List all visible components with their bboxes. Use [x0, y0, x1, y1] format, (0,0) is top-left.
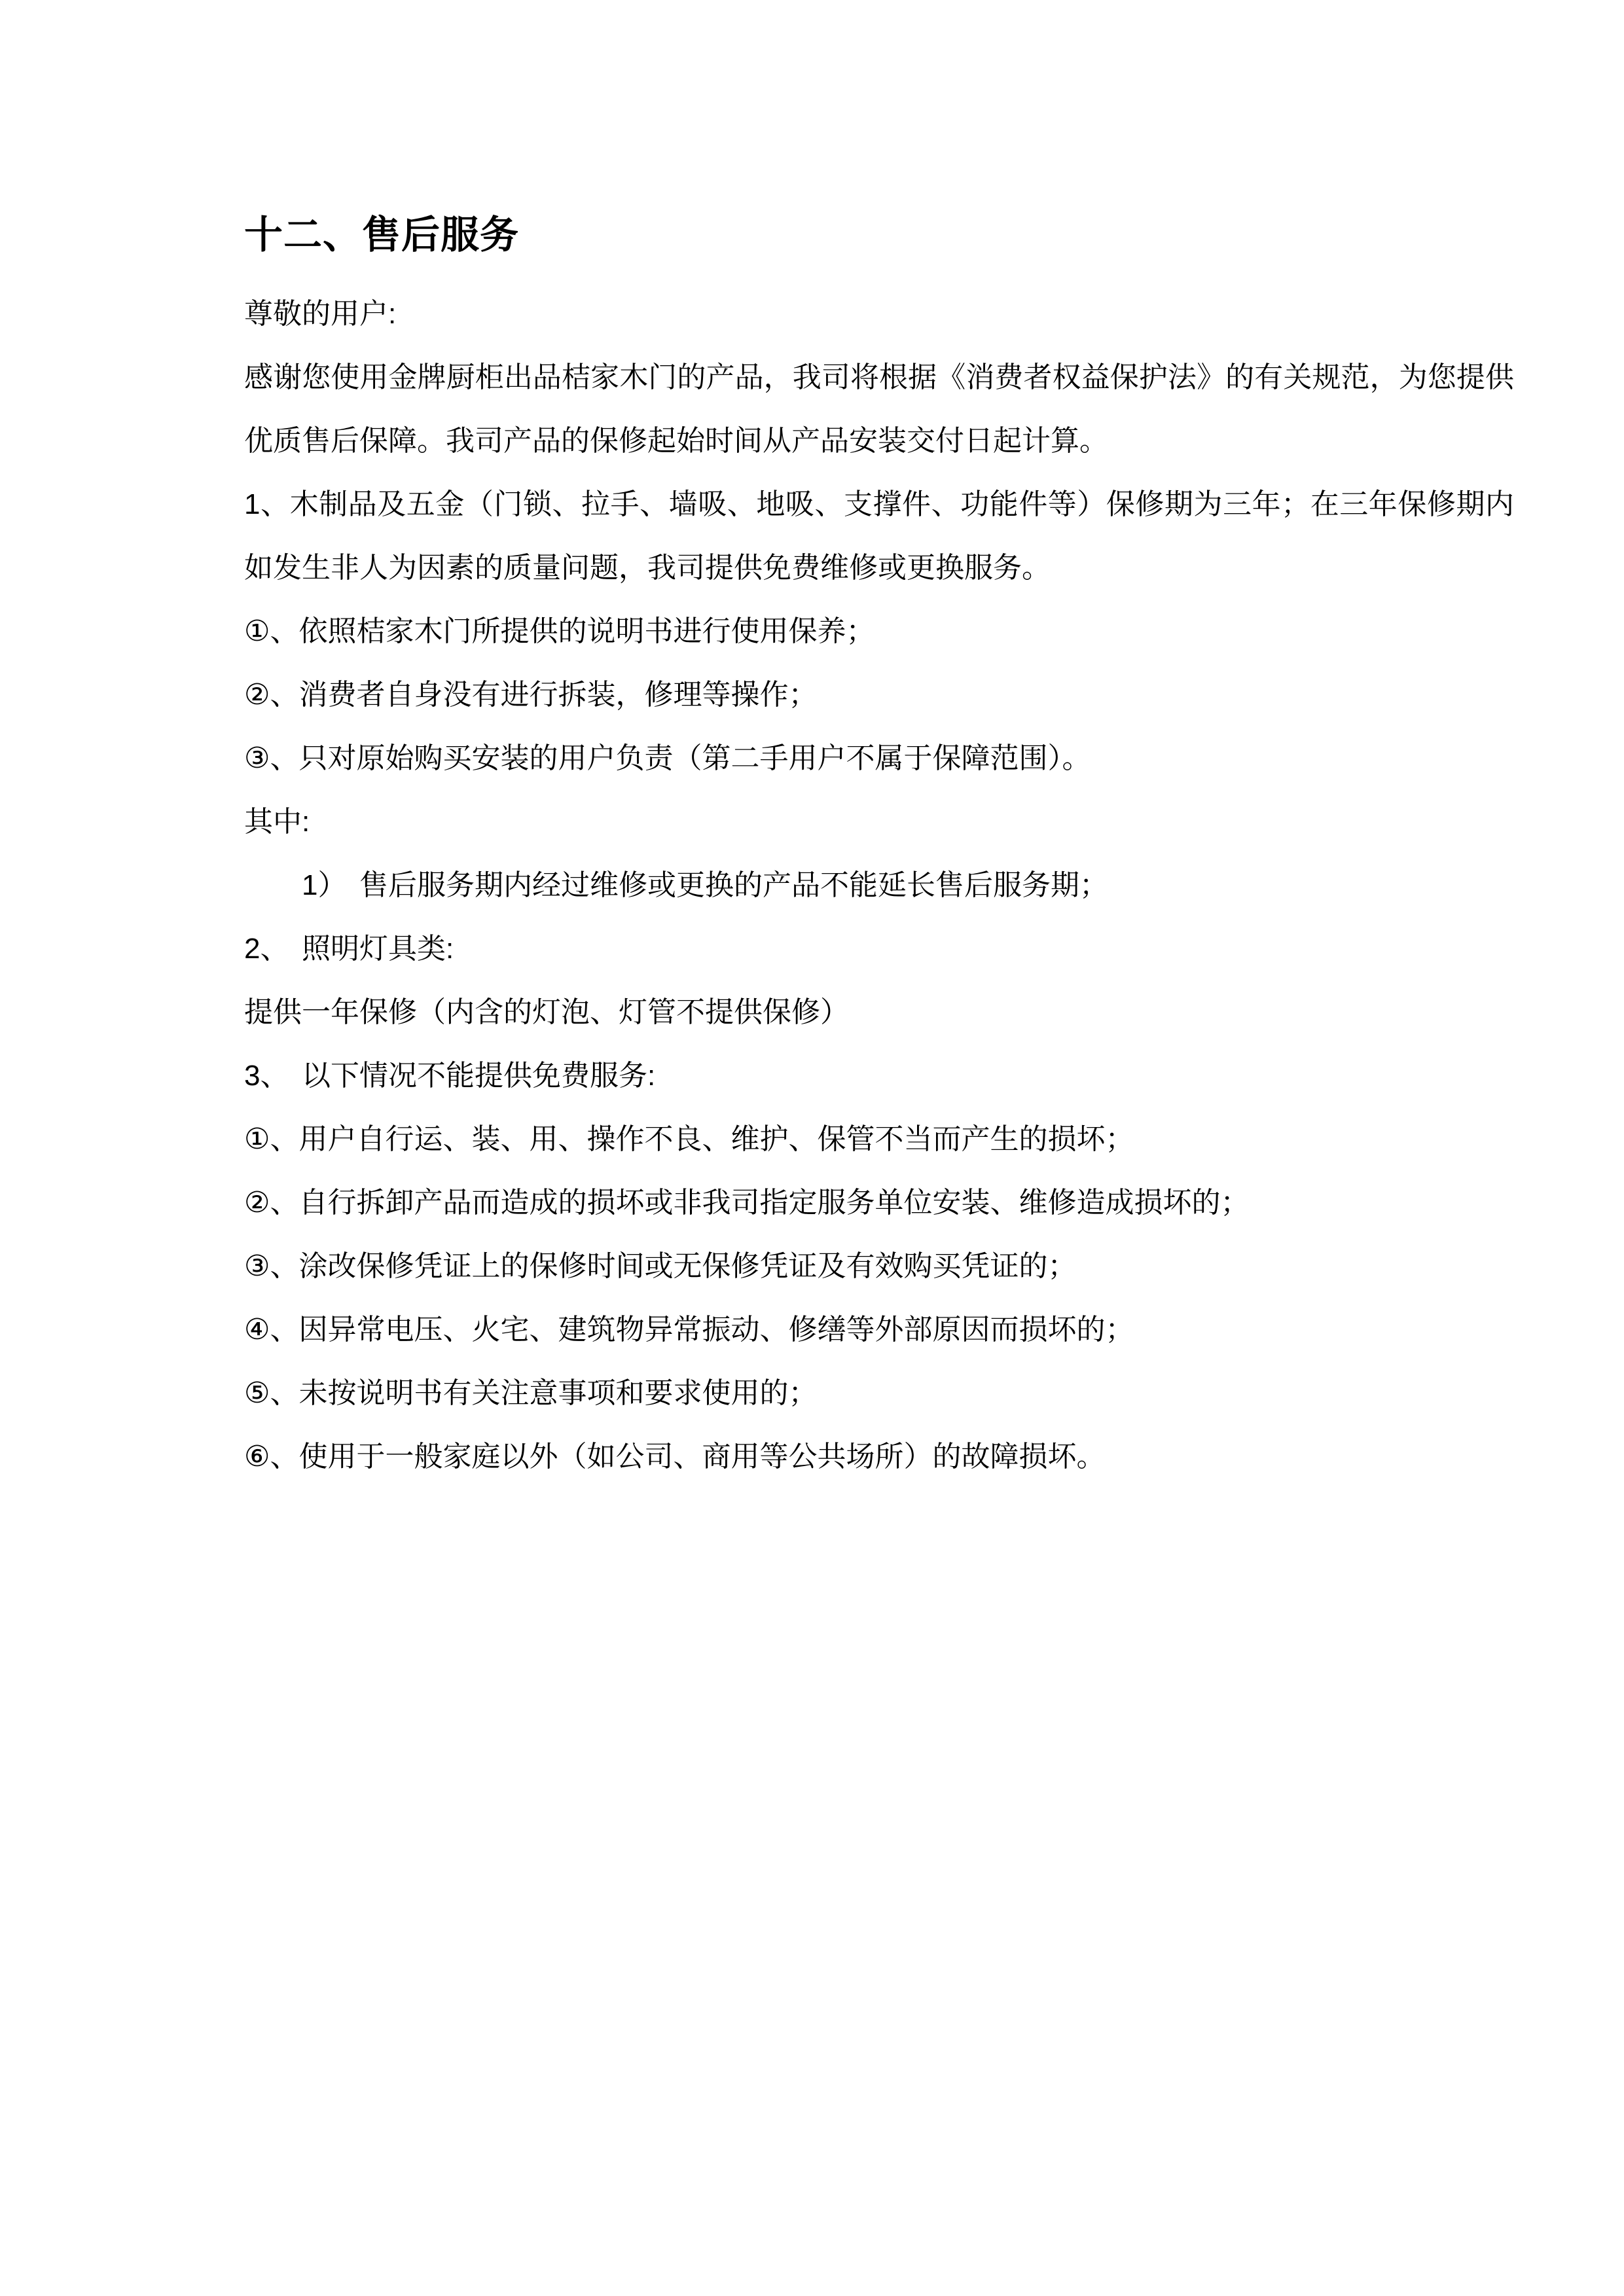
numbered-item-3-text: 以下情况不能提供免费服务: — [302, 1060, 656, 1092]
condition-item-2: ②、消费者自身没有进行拆装，修理等操作； — [244, 679, 818, 711]
among-which-label: 其中: — [244, 806, 310, 838]
numbered-item-2-marker: 2、 — [244, 933, 289, 965]
numbered-item-3 — [244, 1044, 1514, 1107]
intro-paragraph: 感谢您使用金牌厨柜出品桔家木门的产品，我司将根据《消费者权益保护法》的有关规范，为您提供优质售后保障。我司产品的保修起始时间从产品安装交付日起计算。 — [244, 361, 1514, 457]
exclusion-item-5: ⑤、未按说明书有关注意事项和要求使用的； — [244, 1377, 818, 1409]
lighting-warranty-paragraph: 提供一年保修（内含的灯泡、灯管不提供保修） — [244, 996, 849, 1028]
document-content — [244, 213, 1514, 1488]
exclusion-item-4: ④、因异常电压、火宅、建筑物异常振动、修缮等外部原因而损坏的； — [244, 1314, 1134, 1346]
exclusion-item-3: ③、涂改保修凭证上的保修时间或无保修凭证及有效购买凭证的； — [244, 1250, 1077, 1282]
condition-item-3: ③、只对原始购买安装的用户负责（第二手用户不属于保障范围）。 — [244, 742, 1091, 774]
sub-item-1-text: 售后服务期内经过维修或更换的产品不能延长售后服务期； — [359, 869, 1108, 901]
warranty-term-paragraph: 1、木制品及五金（门锁、拉手、墙吸、地吸、支撑件、功能件等）保修期为三年；在三年保修期内如发生非人为因素的质量问题，我司提供免费维修或更换服务。 — [244, 488, 1514, 584]
condition-item-1: ①、依照桔家木门所提供的说明书进行使用保养； — [244, 615, 875, 647]
salutation-line: 尊敬的用户: — [244, 298, 397, 330]
numbered-item-2 — [244, 917, 1514, 980]
numbered-item-3-marker: 3、 — [244, 1060, 289, 1092]
sub-item-1-marker: 1） — [302, 869, 347, 901]
exclusion-item-1: ①、用户自行运、装、用、操作不良、维护、保管不当而产生的损坏； — [244, 1123, 1134, 1155]
numbered-item-2-text: 照明灯具类: — [302, 933, 454, 965]
exclusion-item-2: ②、自行拆卸产品而造成的损坏或非我司指定服务单位安装、维修造成损坏的； — [244, 1187, 1250, 1219]
exclusion-item-6: ⑥、使用于一般家庭以外（如公司、商用等公共场所）的故障损坏。 — [244, 1441, 1106, 1473]
section-title: 十二、售后服务 — [244, 213, 520, 257]
sub-item-1 — [244, 853, 1514, 917]
